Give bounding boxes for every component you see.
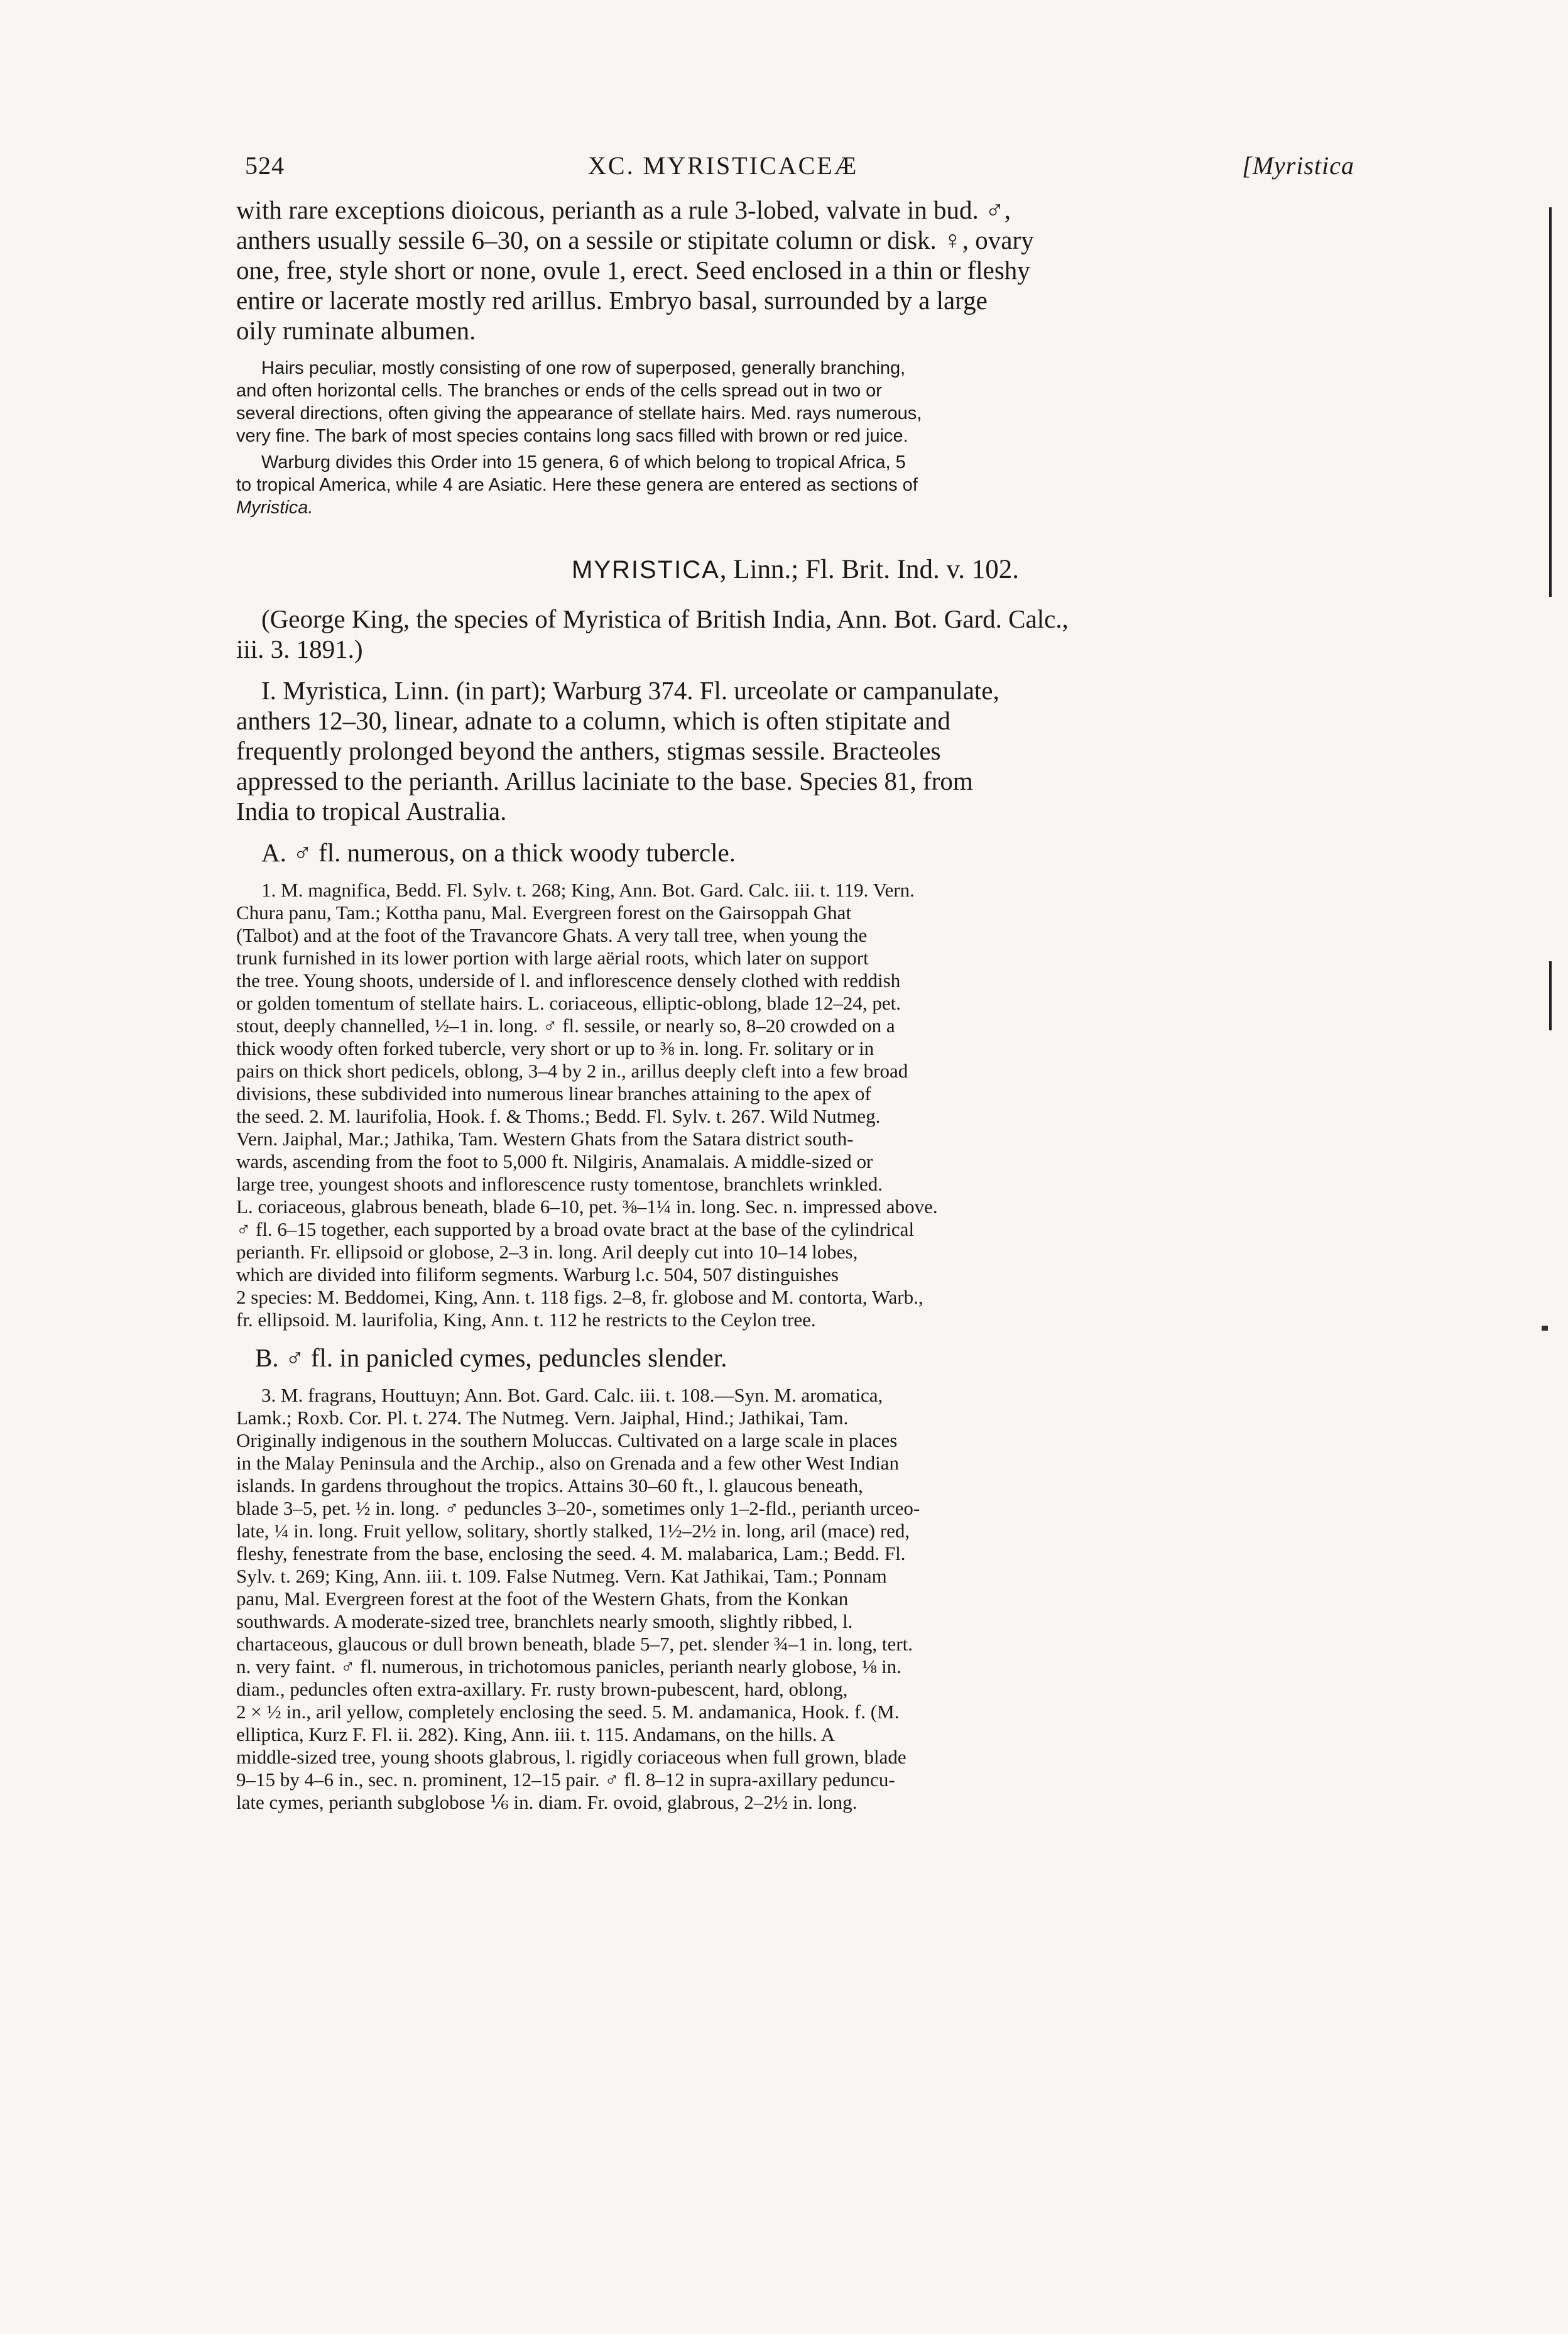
text-line: 3. M. fragrans, Houttuyn; Ann. Bot. Gard. Calc. iii. t. 108.—Syn. M. aromatica, [261, 1384, 883, 1406]
text-line: diam., peduncles often extra-axillary. Fr. rusty brown-pubescent, hard, oblong, [236, 1678, 848, 1700]
page [236, 151, 1354, 1814]
family-description [236, 195, 1354, 346]
section-I-description [236, 675, 1354, 826]
text-line: thick woody often forked tubercle, very short or up to ⅜ in. long. Fr. solitary or in [236, 1037, 874, 1059]
hairs-note [236, 357, 1354, 447]
text-line: Lamk.; Roxb. Cor. Pl. t. 274. The Nutmeg. Vern. Jaiphal, Hind.; Jathikai, Tam. [236, 1407, 849, 1429]
text-line: and often horizontal cells. The branches or ends of the cells spread out in two or [236, 381, 882, 401]
running-title: XC. MYRISTICACEÆ [588, 151, 859, 180]
text-line: 9–15 by 4–6 in., sec. n. prominent, 12–15 pair. ♂ fl. 8–12 in supra-axillary peduncu- [236, 1769, 895, 1791]
text-line: one, free, style short or none, ovule 1, erect. Seed enclosed in a thin or fleshy [236, 256, 1030, 285]
genus-citation: , Linn.; Fl. Brit. Ind. v. 102. [719, 555, 1019, 584]
text-line: Warburg divides this Order into 15 genera, 6 of which belong to tropical Africa, 5 [261, 452, 906, 472]
text-line: 2 × ½ in., aril yellow, completely enclosing the seed. 5. M. andamanica, Hook. f. (M. [236, 1701, 900, 1723]
text-line: fr. ellipsoid. M. laurifolia, King, Ann. t. 112 he restricts to the Ceylon tree. [236, 1309, 816, 1331]
text-line: late cymes, perianth subglobose ⅙ in. diam. Fr. ovoid, glabrous, 2–2½ in. long. [236, 1791, 858, 1813]
text-line: several directions, often giving the appearance of stellate hairs. Med. rays numerous, [236, 403, 922, 423]
text-line: divisions, these subdivided into numerous linear branches attaining to the apex of [236, 1082, 871, 1104]
scan-edge-line [1549, 961, 1552, 1030]
text-line: to tropical America, while 4 are Asiatic. Here these genera are entered as sections of [236, 475, 918, 495]
text-line: perianth. Fr. ellipsoid or globose, 2–3 in. long. Aril deeply cut into 10–14 lobes, [236, 1241, 858, 1263]
text-line: India to tropical Australia. [236, 797, 507, 826]
subsection-b-heading: B. ♂ fl. in panicled cymes, peduncles slender. [255, 1343, 727, 1372]
text-line: pairs on thick short pedicels, oblong, 3–4 by 2 in., arillus deeply cleft into a few broad [236, 1060, 908, 1082]
text-line: fleshy, fenestrate from the base, enclosing the seed. 4. M. malabarica, Lam.; Bedd. Fl. [236, 1542, 906, 1564]
genus-name: MYRISTICA [572, 556, 720, 584]
running-header [236, 151, 1354, 195]
text-line: appressed to the perianth. Arillus laciniate to the base. Species 81, from [236, 766, 973, 795]
text-line: islands. In gardens throughout the tropics. Attains 30–60 ft., l. glaucous beneath, [236, 1475, 863, 1497]
text-line: Chura panu, Tam.; Kottha panu, Mal. Evergreen forest on the Gairsoppah Ghat [236, 902, 851, 924]
species-block-fragrans-malabarica-andamanica [236, 1384, 1354, 1814]
text-line: late, ¼ in. long. Fruit yellow, solitary, shortly stalked, 1½–2½ in. long, aril (mace) red, [236, 1520, 910, 1542]
text-line: the tree. Young shoots, underside of l. and inflorescence densely clothed with reddish [236, 969, 901, 991]
text-line: trunk furnished in its lower portion with large aërial roots, which later on support [236, 947, 869, 969]
warburg-note [236, 451, 1354, 519]
text-line: oily ruminate albumen. [236, 316, 476, 345]
text-line: Sylv. t. 269; King, Ann. iii. t. 109. False Nutmeg. Vern. Kat Jathikai, Tam.; Ponnam [236, 1565, 887, 1587]
text-line: large tree, youngest shoots and inflorescence rusty tomentose, branchlets wrinkled. [236, 1173, 883, 1195]
text-line: frequently prolonged beyond the anthers, stigmas sessile. Bracteoles [236, 736, 941, 765]
text-line: I. Myristica, Linn. (in part); Warburg 374. Fl. urceolate or campanulate, [261, 676, 999, 705]
text-line: very fine. The bark of most species contains long sacs filled with brown or red juice. [236, 426, 908, 446]
text-line: in the Malay Peninsula and the Archip., also on Grenada and a few other West Indian [236, 1452, 899, 1474]
text-line: blade 3–5, pet. ½ in. long. ♂ peduncles 3–20-, sometimes only 1–2-fld., perianth urceo- [236, 1497, 920, 1519]
page-number: 524 [245, 151, 285, 180]
text-line: stout, deeply channelled, ½–1 in. long. ♂ fl. sessile, or nearly so, 8–20 crowded on a [236, 1015, 895, 1037]
text-line: or golden tomentum of stellate hairs. L. coriaceous, elliptic-oblong, blade 12–24, pet. [236, 992, 901, 1014]
king-reference [236, 604, 1354, 664]
text-line: iii. 3. 1891.) [236, 635, 363, 663]
text-line: chartaceous, glaucous or dull brown beneath, blade 5–7, pet. slender ¾–1 in. long, tert. [236, 1633, 913, 1655]
text-line: 1. M. magnifica, Bedd. Fl. Sylv. t. 268; King, Ann. Bot. Gard. Calc. iii. t. 119. Vern. [261, 879, 915, 901]
text-line: 2 species: M. Beddomei, King, Ann. t. 118 figs. 2–8, fr. globose and M. contorta, Warb., [236, 1286, 923, 1308]
text-line: Hairs peculiar, mostly consisting of one row of superposed, generally branching, [261, 358, 906, 378]
text-line: the seed. 2. M. laurifolia, Hook. f. & Thoms.; Bedd. Fl. Sylv. t. 267. Wild Nutmeg. [236, 1105, 881, 1127]
scan-edge-line [1549, 207, 1552, 597]
text-line: panu, Mal. Evergreen forest at the foot of the Western Ghats, from the Konkan [236, 1588, 849, 1610]
species-block-magnifica-laurifolia [236, 879, 1354, 1331]
text-line: anthers usually sessile 6–30, on a sessile or stipitate column or disk. ♀, ovary [236, 226, 1034, 254]
running-genus: [Myristica [1242, 151, 1354, 180]
text-line: wards, ascending from the foot to 5,000 ft. Nilgiris, Anamalais. A middle-sized or [236, 1150, 873, 1172]
genus-heading [236, 554, 1354, 585]
scan-mark [1542, 1326, 1548, 1331]
text-line: Vern. Jaiphal, Mar.; Jathika, Tam. Western Ghats from the Satara district south- [236, 1128, 854, 1150]
text-line: Originally indigenous in the southern Moluccas. Cultivated on a large scale in places [236, 1429, 898, 1451]
text-line: n. very faint. ♂ fl. numerous, in trichotomous panicles, perianth nearly globose, ⅛ in. [236, 1655, 901, 1677]
text-line: ♂ fl. 6–15 together, each supported by a broad ovate bract at the base of the cylindrical [236, 1218, 915, 1240]
text-line: which are divided into filiform segments. Warburg l.c. 504, 507 distinguishes [236, 1263, 839, 1285]
text-line: southwards. A moderate-sized tree, branchlets nearly smooth, slightly ribbed, l. [236, 1610, 853, 1632]
text-line: with rare exceptions dioicous, perianth as a rule 3-lobed, valvate in bud. ♂, [236, 195, 1011, 224]
text-line: elliptica, Kurz F. Fl. ii. 282). King, Ann. iii. t. 115. Andamans, on the hills. A [236, 1723, 836, 1745]
text-line: (Talbot) and at the foot of the Travancore Ghats. A very tall tree, when young the [236, 924, 868, 946]
text-line: entire or lacerate mostly red arillus. Embryo basal, surrounded by a large [236, 286, 988, 315]
text-line: anthers 12–30, linear, adnate to a column, which is often stipitate and [236, 706, 950, 735]
subsection-a-heading: A. ♂ fl. numerous, on a thick woody tubercle. [261, 838, 736, 867]
text-line: Myristica. [236, 498, 313, 518]
text-line: middle-sized tree, young shoots glabrous, l. rigidly coriaceous when full grown, blade [236, 1746, 906, 1768]
text-line: (George King, the species of Myristica of British India, Ann. Bot. Gard. Calc., [261, 604, 1069, 633]
text-line: L. coriaceous, glabrous beneath, blade 6–10, pet. ⅜–1¼ in. long. Sec. n. impressed above. [236, 1196, 938, 1218]
